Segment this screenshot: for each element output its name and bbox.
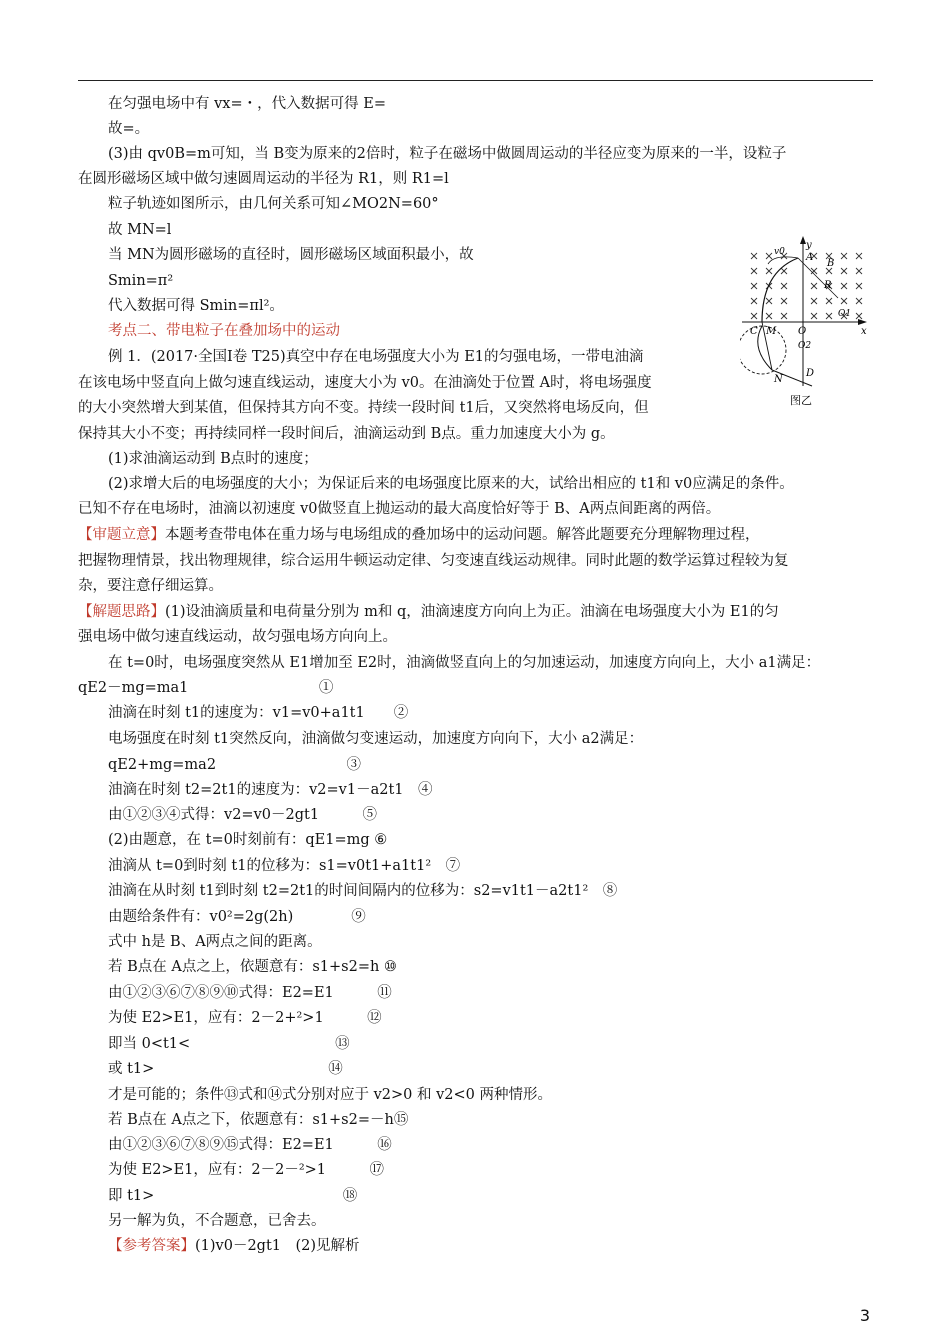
label-A: A bbox=[806, 252, 814, 263]
text-line: 油滴在从时刻 t1到时刻 t2=2t1的时间间隔内的位移为：s2=v1t1－a2t1² ⑧ bbox=[108, 883, 618, 899]
text-line: 故=。 bbox=[108, 121, 150, 137]
x-axis-arrow bbox=[858, 319, 867, 325]
particle-trajectory bbox=[762, 258, 798, 322]
text-line: 保持其大小不变；再持续同样一段时间后，油滴运动到 B点。重力加速度大小为 g。 bbox=[78, 426, 615, 442]
text-line: 若 B点在 A点之上，依题意有：s1+s2=h ⑩ bbox=[108, 959, 397, 975]
label-x: x bbox=[861, 326, 867, 337]
text-line: Smin=π² bbox=[108, 273, 174, 289]
text-line: (3)由 qv0B=m可知，当 B变为原来的2倍时，粒子在磁场中做圆周运动的半径应变为原来的一半，设粒子 bbox=[108, 146, 787, 162]
text-line: 粒子轨迹如图所示，由几何关系可知∠MO2N=60° bbox=[108, 196, 439, 212]
text-line: 的大小突然增大到某值，但保持其方向不变。持续一段时间 t1后，又突然将电场反向，但 bbox=[78, 400, 649, 416]
text-line: 式中 h是 B、A两点之间的距离。 bbox=[108, 934, 322, 950]
text-line: 【参考答案】(1)v0－2gt1 (2)见解析 bbox=[108, 1238, 360, 1254]
text-line: (2)由题意，在 t=0时刻前有：qE1=mg ⑥ bbox=[108, 832, 388, 848]
text-line: 油滴从 t=0到时刻 t1的位移为：s1=v0t1+a1t1² ⑦ bbox=[108, 858, 461, 874]
label-v0: v0 bbox=[774, 247, 785, 257]
section-lead: 【审题立意】 bbox=[78, 527, 165, 543]
text-line: 油滴在时刻 t2=2t1的速度为：v2=v1－a2t1 ④ bbox=[108, 782, 433, 798]
text-line: 当 MN为圆形磁场的直径时，圆形磁场区域面积最小，故 bbox=[108, 247, 474, 263]
text-line: 即当 0<t1< ⑬ bbox=[108, 1036, 350, 1052]
label-N: N bbox=[774, 374, 783, 385]
text-line: 代入数据可得 Smin=πl²。 bbox=[108, 298, 284, 314]
text-line: 考点二、带电粒子在叠加场中的运动 bbox=[108, 323, 340, 339]
text-line: 由题给条件有：v0²=2g(2h) ⑨ bbox=[108, 909, 366, 925]
page-number: 3 bbox=[859, 1306, 870, 1325]
section-lead: 【解题思路】 bbox=[78, 604, 165, 620]
text-line: 油滴在时刻 t1的速度为：v1=v0+a1t1 ② bbox=[108, 705, 409, 721]
figure-yi bbox=[740, 236, 870, 436]
text-line: 强电场中做匀速直线运动，故匀强电场方向向上。 bbox=[78, 629, 397, 645]
label-C: C bbox=[750, 326, 758, 337]
label-O1: O1 bbox=[838, 309, 852, 319]
text-line: qE2－mg=ma1 ① bbox=[78, 680, 334, 696]
text-line: 电场强度在时刻 t1突然反向，油滴做匀变速运动，加速度方向向下，大小 a2满足： bbox=[108, 731, 644, 747]
label-D: D bbox=[806, 368, 815, 379]
text-line: 【审题立意】本题考查带电体在重力场与电场组成的叠加场中的运动问题。解答此题要充分理解物理过程， bbox=[78, 527, 760, 543]
text-line: 例 1．(2017·全国Ⅰ卷 T25)真空中存在电场强度大小为 E1的匀强电场，一带电油滴 bbox=[108, 349, 644, 365]
text-line: 为使 E2>E1，应有：2－2－²>1 ⑰ bbox=[108, 1162, 385, 1178]
label-B: B bbox=[827, 258, 835, 269]
section-lead: 【参考答案】 bbox=[108, 1238, 195, 1254]
text-line: 在匀强电场中有 vx=・，代入数据可得 E= bbox=[108, 96, 386, 112]
text-line: 由①②③⑥⑦⑧⑨⑩式得：E2=E1 ⑪ bbox=[108, 985, 392, 1001]
text-line: (2)求增大后的电场强度的大小；为保证后来的电场强度比原来的大，试给出相应的 t1和 v0应满足的条件。 bbox=[108, 476, 794, 492]
label-R: R bbox=[824, 280, 832, 291]
header-rule bbox=[78, 80, 873, 81]
text-line: 在圆形磁场区域中做匀速圆周运动的半径为 R1，则 R1=l bbox=[78, 171, 449, 187]
text-line: 另一解为负，不合题意，已舍去。 bbox=[108, 1213, 326, 1229]
label-y: y bbox=[806, 240, 812, 251]
text-line: 由①②③⑥⑦⑧⑨⑮式得：E2=E1 ⑯ bbox=[108, 1137, 392, 1153]
text-line: 或 t1> ⑭ bbox=[108, 1061, 343, 1077]
label-O2: O2 bbox=[798, 341, 812, 351]
text-line: 已知不存在电场时，油滴以初速度 v0做竖直上抛运动的最大高度恰好等于 B、A两点间距离的两倍。 bbox=[78, 501, 721, 517]
text-line: 为使 E2>E1，应有：2－2+²>1 ⑫ bbox=[108, 1010, 382, 1026]
label-O: O bbox=[798, 326, 807, 337]
text-line: 即 t1> ⑱ bbox=[108, 1188, 358, 1204]
text-line: (1)求油滴运动到 B点时的速度； bbox=[108, 451, 318, 467]
text-line: 由①②③④式得：v2=v0－2gt1 ⑤ bbox=[108, 807, 378, 823]
text-line: 在该电场中竖直向上做匀速直线运动，速度大小为 v0。在油滴处于位置 A时，将电场强度 bbox=[78, 375, 652, 391]
text-line: 在 t=0时，电场强度突然从 E1增加至 E2时，油滴做竖直向上的匀加速运动，加速度方向向上，大小 a1满足： bbox=[108, 655, 821, 671]
label-M: M bbox=[766, 326, 777, 337]
text-line: qE2+mg=ma2 ③ bbox=[108, 757, 362, 773]
text-line: 杂，要注意仔细运算。 bbox=[78, 578, 223, 594]
text-line: 【解题思路】(1)设油滴质量和电荷量分别为 m和 q，油滴速度方向向上为正。油滴在电场强度大小为 E1的匀 bbox=[78, 604, 779, 620]
figure-caption: 图乙 bbox=[790, 394, 812, 407]
text-line: 才是可能的；条件⑬式和⑭式分别对应于 v2>0 和 v2<0 两种情形。 bbox=[108, 1087, 553, 1103]
text-line: 故 MN=l bbox=[108, 222, 172, 238]
text-line: 若 B点在 A点之下，依题意有：s1+s2=－h⑮ bbox=[108, 1112, 409, 1128]
circular-field-region bbox=[740, 326, 786, 374]
text-line: 把握物理情景，找出物理规律，综合运用牛顿运动定律、匀变速直线运动规律。同时此题的数学运算过程较为复 bbox=[78, 553, 789, 569]
